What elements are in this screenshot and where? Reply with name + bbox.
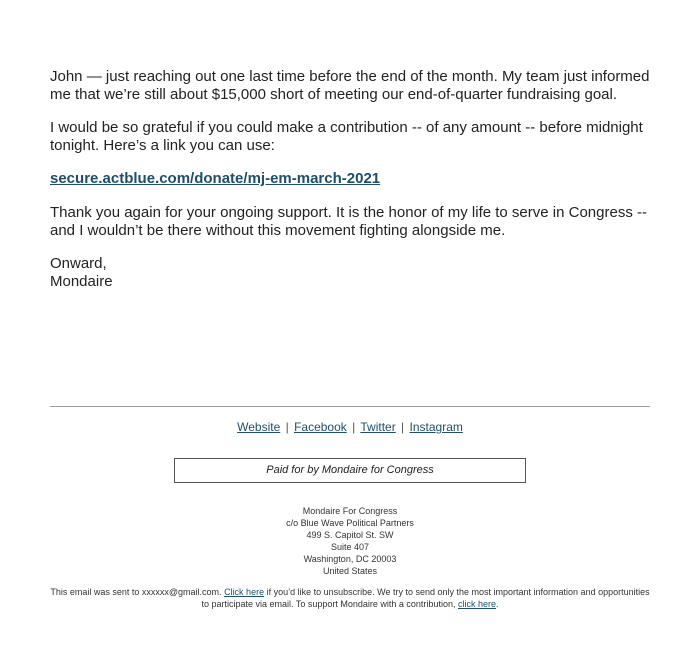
website-link[interactable]: Website — [237, 420, 281, 434]
twitter-link[interactable]: Twitter — [360, 420, 396, 434]
social-links — [50, 420, 650, 434]
donate-link-paragraph — [50, 170, 650, 188]
address-line: Mondaire For Congress — [302, 506, 398, 516]
email-body — [50, 68, 650, 291]
address-line: c/o Blue Wave Political Partners — [286, 518, 414, 528]
paid-for-disclaimer: Paid for by Mondaire for Congress — [174, 458, 526, 483]
address-line: United States — [322, 566, 378, 576]
donate-link[interactable]: secure.actblue.com/donate/mj-em-march-2021 — [50, 170, 381, 187]
signature-text: Mondaire — [50, 273, 113, 290]
signoff-block — [50, 255, 650, 291]
address-line: Washington, DC 20003 — [303, 554, 397, 564]
thanks-paragraph: Thank you again for your ongoing support. It is the honor of my life to serve in Congress -- and I wouldn’t be there without this movement fighting alongside me. — [50, 204, 647, 239]
address-line: 499 S. Capitol St. SW — [306, 530, 394, 540]
link-separator: | — [352, 420, 356, 434]
fine-print-text: . — [495, 599, 499, 609]
address-line: Suite 407 — [330, 542, 370, 552]
link-separator: | — [401, 420, 405, 434]
mailing-address — [50, 505, 650, 577]
signoff-text: Onward, — [50, 255, 107, 272]
contribute-link[interactable]: click here — [457, 599, 496, 609]
footer-divider — [50, 406, 650, 407]
ask-paragraph: I would be so grateful if you could make a contribution -- of any amount -- before midnight tonight. Here’s a link you can use: — [50, 119, 643, 154]
unsubscribe-link[interactable]: Click here — [224, 587, 265, 597]
instagram-link[interactable]: Instagram — [409, 420, 463, 434]
unsubscribe-notice — [50, 586, 650, 610]
link-separator: | — [285, 420, 289, 434]
facebook-link[interactable]: Facebook — [294, 420, 347, 434]
fine-print-text: This email was sent to xxxxxx@gmail.com. — [50, 587, 225, 597]
intro-paragraph: John — just reaching out one last time before the end of the month. My team just informed me that we’re still about $15,000 short of meeting our end-of-quarter fundraising goal. — [50, 68, 650, 103]
fine-print-text: if you’d like to unsubscribe. We try to send only the most important information and opportunities to participate via email. To support Mondaire with a contribution, — [201, 587, 650, 609]
